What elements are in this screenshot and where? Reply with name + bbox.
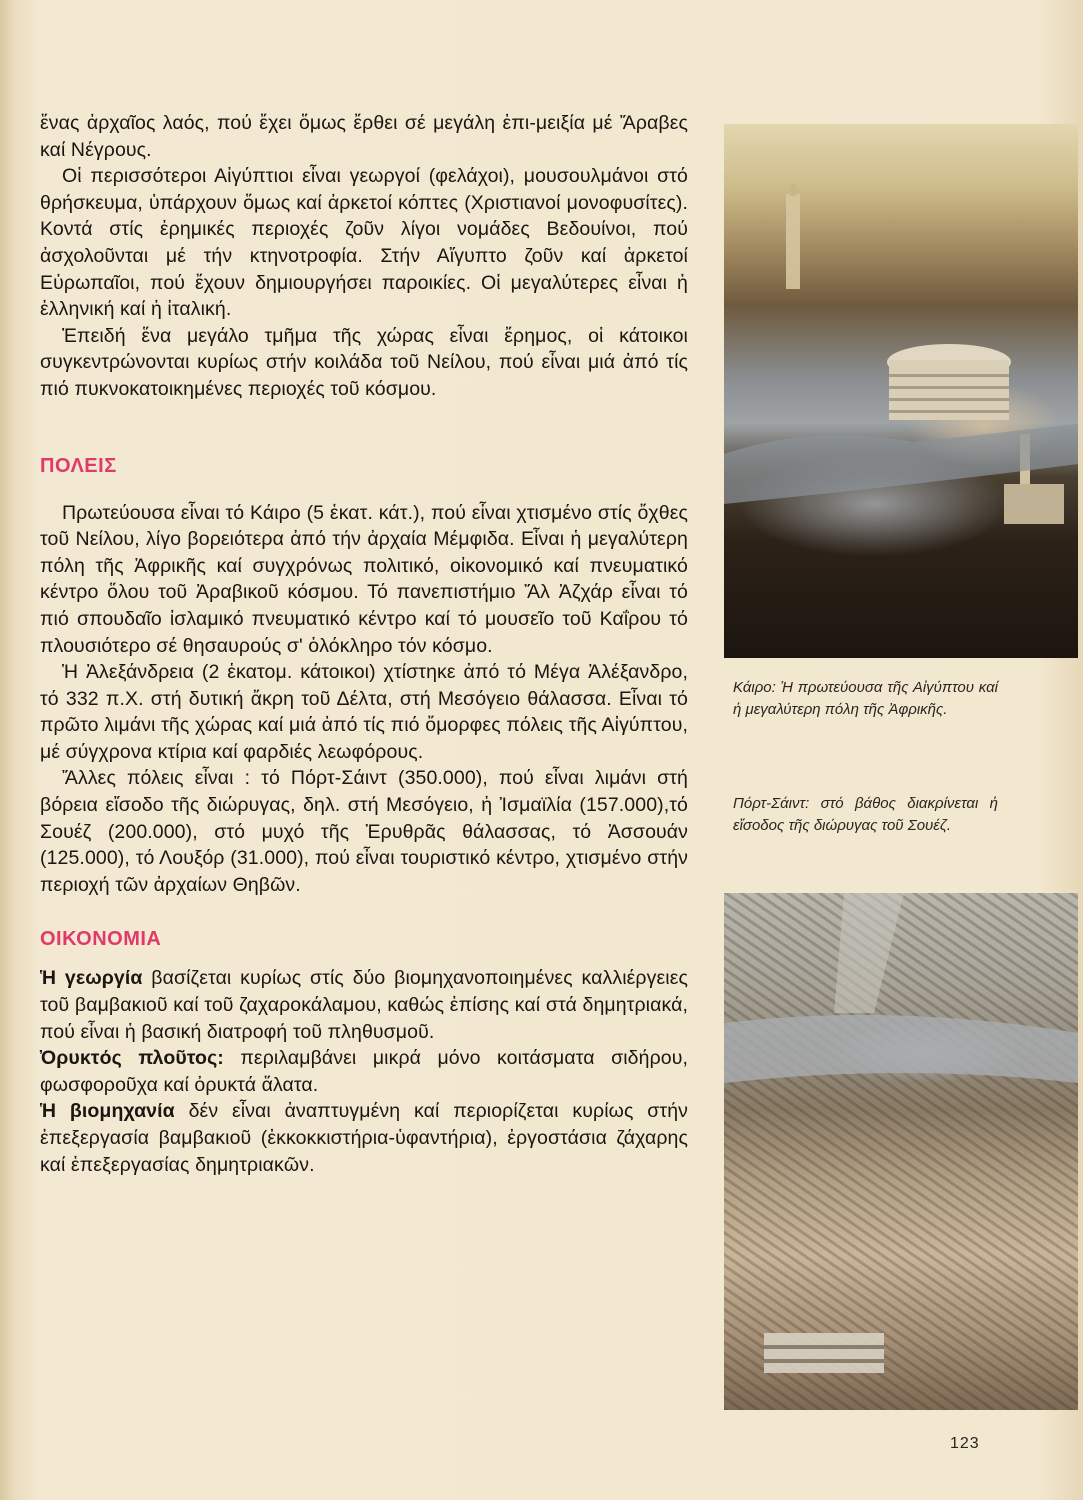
agriculture-text: βασίζεται κυρίως στίς δύο βιομηχανοποιημένες καλλιέργειες τοῦ βαμβακιοῦ καί τοῦ ζαχαροκάλαμου, καθώς ἐπίσης καί στά δημητριακά, πού εἶναι ἡ βασική διατροφή τοῦ πληθυσμοῦ. xyxy=(40,967,688,1043)
paragraph-alexandria: Ἡ Ἀλεξάνδρεια (2 ἑκατομ. κάτοικοι) χτίστηκε ἀπό τό Μέγα Ἀλέξανδρο, τό 332 π.Χ. στή δυτική ἄκρη τοῦ Δέλτα, στή Μεσόγειο θάλασσα. Εἶναι τό πρῶτο λιμάνι τῆς χώρας καί μιά ἀπό τίς πιό ὄμορφες πόλεις τῆς Αἰγύπτου, μέ σύγχρονα κτίρια καί φαρδιές λεωφόρους. xyxy=(40,661,688,763)
paragraph-agriculture xyxy=(40,965,688,1045)
main-text-column xyxy=(40,110,688,1178)
paragraph-other-cities: Ἄλλες πόλεις εἶναι : τό Πόρτ-Σάιντ (350.000), πού εἶναι λιμάνι στή βόρεια εἴσοδο τῆς διώρυγας, δηλ. στή Μεσόγειο, ἡ Ἰσμαϊλία (157.000),τό Σουέζ (200.000), στό μυχό τῆς Ἐρυθρᾶς θάλασσας, τό Ἀσσουάν (125.000), τό Λουξόρ (31.000), πού εἶναι τουριστικό κέντρο, χτισμένο στήν περιοχή τῶν ἀρχαίων Θηβῶν. xyxy=(40,767,688,896)
industry-text: δέν εἶναι ἀναπτυγμένη καί περιορίζεται κυρίως στήν ἐπεξεργασία βαμβακιοῦ (ἐκκοκκιστήρια-ὑφαντήρια), ἐργοστάσια ζάχαρης καί ἐπεξεργασίας δημητριακῶν. xyxy=(40,1100,689,1176)
cairo-photo-illustration xyxy=(724,124,1078,658)
paragraph-nile-valley: Ἐπειδή ἕνα μεγάλο τμῆμα τῆς χώρας εἶναι ἔρημος, οἱ κάτοικοι συγκεντρώνονται κυρίως στήν κοιλάδα τοῦ Νείλου, πού εἶναι μιά ἀπό τίς πιό πυκνοκατοικημένες περιοχές τοῦ κόσμου. xyxy=(40,324,688,400)
paragraph-industry xyxy=(40,1098,688,1178)
paragraph-population: Οἱ περισσότεροι Αἰγύπτιοι εἶναι γεωργοί (φελάχοι), μουσουλμάνοι στό θρήσκευμα, ὑπάρχουν ὅμως καί ἀρκετοί κόπτες (Χριστιανοί μονοφυσίτες). Κοντά στίς ἐρημικές περιοχές ζοῦν λίγοι νομάδες Βεδουίνοι, πού ἀσχολοῦνται μέ τήν κτηνοτροφία. Στήν Αἴγυπτο ζοῦν καί ἀρκετοί Εὐρωπαῖοι, πού ἔχουν δημιουργήσει παροικίες. Οἱ μεγαλύτερες εἶναι ἡ ἑλληνική καί ἡ ἰταλική. xyxy=(40,165,688,321)
minerals-text: περιλαμβάνει μικρά μόνο κοιτάσματα σιδήρου, φωσφοροῦχα καί ὀρυκτά ἅλατα. xyxy=(40,1047,688,1096)
agriculture-term: Ἡ γεωργία xyxy=(40,967,143,990)
page-number: 123 xyxy=(950,1435,980,1452)
heading-economy: ΟΙΚΟΝΟΜΙΑ xyxy=(40,928,162,951)
minerals-term: Ὀρυκτός πλοῦτος: xyxy=(40,1047,224,1070)
caption-cairo: Κάιρο: Ἡ πρωτεύουσα τῆς Αἰγύπτου καί ἡ μεγαλύτερη πόλη τῆς Ἀφρικῆς. xyxy=(733,679,998,718)
paragraph-minerals xyxy=(40,1045,688,1098)
industry-term: Ἡ βιομηχανία xyxy=(40,1100,175,1123)
port-said-photo xyxy=(724,893,1078,1410)
port-said-photo-illustration xyxy=(724,893,1078,1410)
caption-port-said: Πόρτ-Σάιντ: στό βάθος διακρίνεται ἡ εἴσοδος τῆς διώρυγας τοῦ Σουέζ. xyxy=(733,795,998,834)
heading-cities: ΠΟΛΕΙΣ xyxy=(40,454,117,477)
paragraph-intro: ἕνας ἀρχαῖος λαός, πού ἔχει ὅμως ἔρθει σέ μεγάλη ἐπι-μειξία μέ Ἄραβες καί Νέγρους. xyxy=(40,112,688,161)
cairo-photo xyxy=(724,124,1078,658)
paragraph-cairo: Πρωτεύουσα εἶναι τό Κάιρο (5 ἑκατ. κάτ.), πού εἶναι χτισμένο στίς ὄχθες τοῦ Νείλου, λίγο βορειότερα ἀπό τήν ἀρχαία Μέμφιδα. Εἶναι ἡ μεγαλύτερη πόλη τῆς Ἀφρικῆς καί συγχρόνως πολιτικό, οἰκονομικό καί πνευματικό κέντρο ὅλου τοῦ Ἀραβικοῦ κόσμου. Τό πανεπιστήμιο Ἄλ Ἀζχάρ εἶναι τό πιό σπουδαῖο ἰσλαμικό πνευματικό κέντρο καί τό μουσεῖο τοῦ Καΐρου τό πλουσιότερο σέ θησαυρούς σ' ὁλόκληρο τόν κόσμο. xyxy=(40,501,688,657)
